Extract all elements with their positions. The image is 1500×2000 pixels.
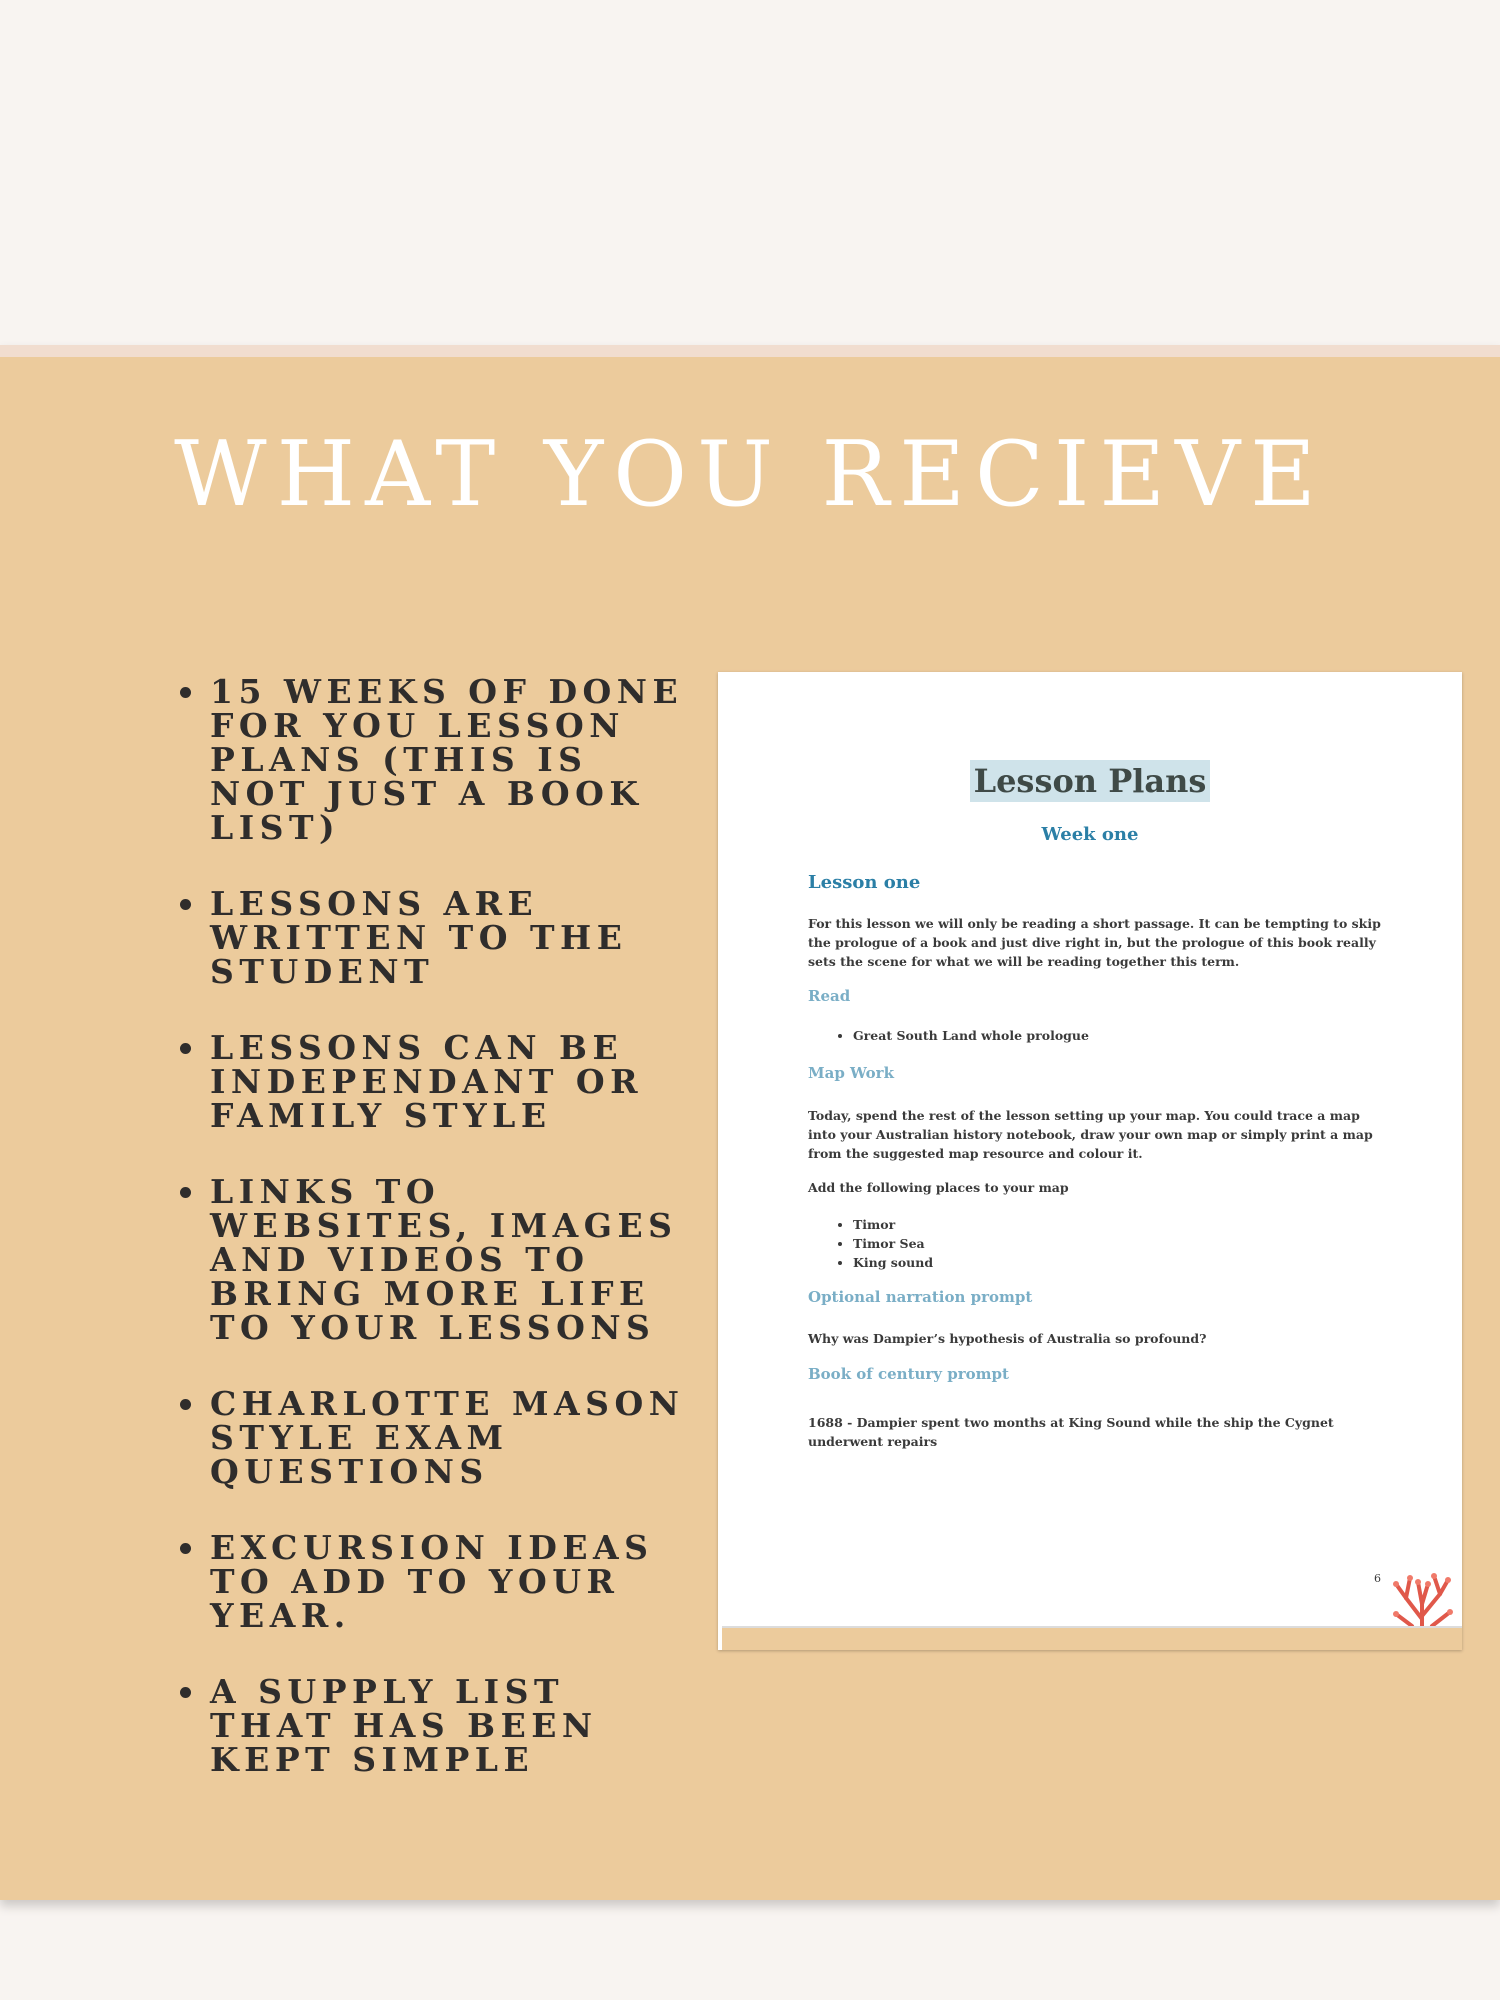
doc-footer-strip: [722, 1626, 1462, 1650]
doc-intro: For this lesson we will only be reading a short passage. It can be tempting to skip the prologue of a book and just dive right in, but the prologue of this book really sets the scene for what we will be reading together this term.: [808, 916, 1381, 969]
doc-lesson-heading: Lesson one: [808, 872, 921, 893]
bullet-icon: [180, 1399, 191, 1410]
list-item: • Great South Land whole prologue: [853, 1026, 1089, 1045]
doc-week: Week one: [1041, 824, 1139, 845]
doc-read-list: [808, 1026, 1089, 1045]
doc-map-list: [808, 1215, 933, 1272]
page-number: 6: [1374, 1572, 1381, 1585]
feature-item: LESSONS ARE WRITTEN TO THE STUDENT: [178, 887, 698, 989]
doc-century-text: 1688 - Dampier spent two months at King Sound while the ship the Cygnet underwent repairs: [808, 1415, 1334, 1449]
doc-title: Lesson Plans: [718, 760, 1462, 802]
bullet-icon: [180, 1543, 191, 1554]
list-item: • Timor: [853, 1215, 933, 1234]
list-item: • Timor Sea: [853, 1234, 933, 1253]
doc-narration-text: Why was Dampier’s hypothesis of Australia so profound?: [808, 1331, 1207, 1346]
list-item: • King sound: [853, 1253, 933, 1272]
feature-item: A SUPPLY LIST THAT HAS BEEN KEPT SIMPLE: [178, 1675, 698, 1777]
content-panel: [0, 345, 1500, 1900]
doc-map-add: Add the following places to your map: [808, 1180, 1069, 1195]
lesson-plan-preview: [718, 672, 1462, 1650]
feature-item: 15 WEEKS OF DONE FOR YOU LESSON PLANS (THIS IS NOT JUST A BOOK LIST): [178, 675, 698, 845]
doc-map-text: Today, spend the rest of the lesson setting up your map. You could trace a map into your Australian history notebook, draw your own map or simply print a map from the suggested map resource and colour it.: [808, 1108, 1373, 1161]
doc-narration-heading: Optional narration prompt: [808, 1288, 1033, 1306]
doc-century-heading: Book of century prompt: [808, 1365, 1009, 1383]
bullet-icon: [180, 1687, 191, 1698]
doc-map-heading: Map Work: [808, 1064, 894, 1082]
feature-item: LINKS TO WEBSITES, IMAGES AND VIDEOS TO BRING MORE LIFE TO YOUR LESSONS: [178, 1175, 698, 1345]
page-title: WHAT YOU RECIEVE: [174, 422, 1326, 527]
bullet-icon: [180, 1187, 191, 1198]
bullet-icon: [180, 687, 191, 698]
doc-read-heading: Read: [808, 987, 851, 1005]
feature-item: CHARLOTTE MASON STYLE EXAM QUESTIONS: [178, 1387, 698, 1489]
bullet-icon: [180, 1043, 191, 1054]
bullet-icon: [180, 899, 191, 910]
feature-item: LESSONS CAN BE INDEPENDANT OR FAMILY STYLE: [178, 1031, 698, 1133]
feature-item: EXCURSION IDEAS TO ADD TO YOUR YEAR.: [178, 1531, 698, 1633]
feature-list: [178, 672, 698, 1819]
